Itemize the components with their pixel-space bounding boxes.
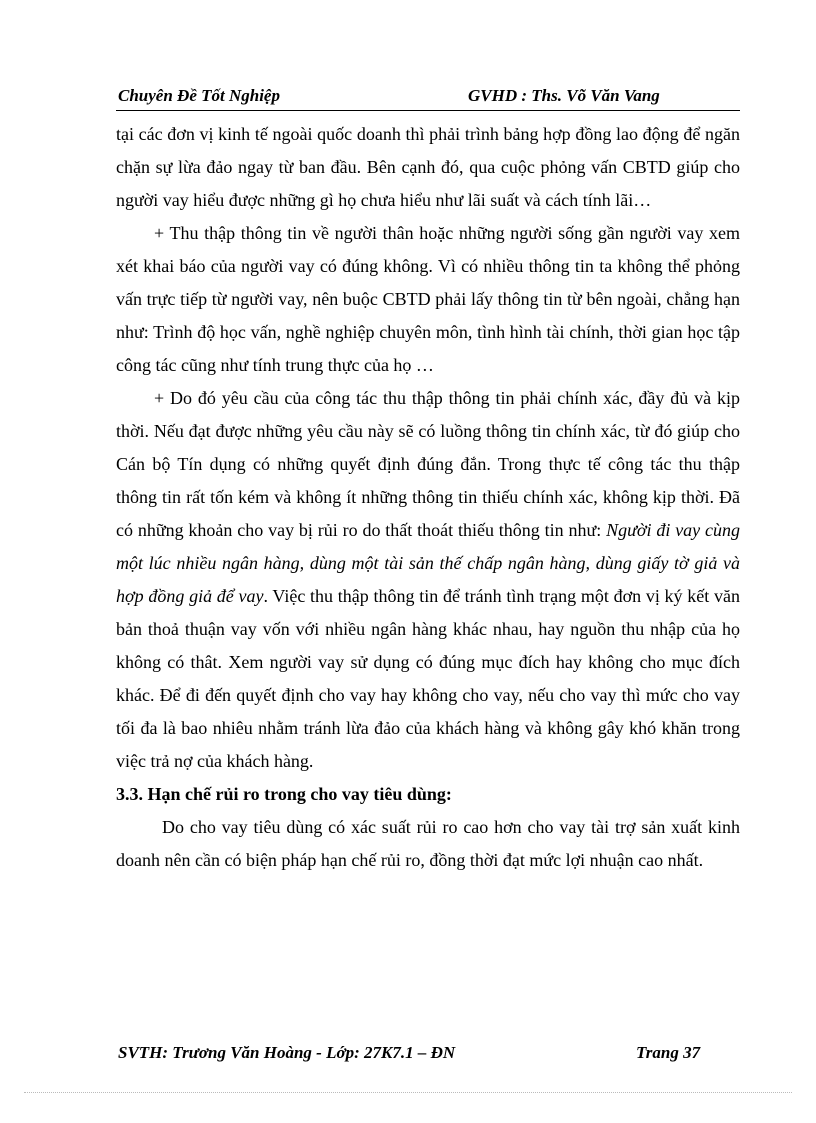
footer-page-number: Trang 37 [636,1043,701,1062]
paragraph-1: tại các đơn vị kinh tế ngoài quốc doanh thì phải trình bảng hợp đồng lao động để ngăn chặn sự lừa đảo ngay từ ban đầu. Bên cạnh đó, qua cuộc phỏng vấn CBTD giúp cho người vay hiểu được những gì họ chưa hiểu như lãi suất và cách tính lãi… [116,124,740,210]
page-header [116,86,740,111]
bottom-dotted-divider [24,1092,792,1093]
footer-author: SVTH: Trương Văn Hoàng - Lớp: 27K7.1 – ĐN [118,1043,456,1062]
section-heading: 3.3. Hạn chế rủi ro trong cho vay tiêu dùng: [116,784,452,804]
paragraph-3-italic: Người đi vay cùng một lúc nhiều ngân hàng, dùng một tài sản thế chấp ngân hàng, dùng giấy tờ giả và hợp đồng giả để vay [116,520,741,606]
paragraph-3 [116,382,740,778]
paragraph-2: + Thu thập thông tin về người thân hoặc những người sống gần người vay xem xét khai báo của người vay có đúng không. Vì có nhiều thông tin ta không thể phỏng vấn trực tiếp từ người vay, nên buộc CBTD phải lấy thông tin từ bên ngoài, chẳng hạn như: Trình độ học vấn, nghề nghiệp chuyên môn, tình hình tài chính, thời gian học tập công tác cũng như tính trung thực của họ … [116,223,740,375]
paragraph-3-start: + Do đó yêu cầu của công tác thu thập thông tin phải chính xác, đầy đủ và kịp thời. Nếu đạt được những yêu cầu này sẽ có luồng thông tin chính xác, từ đó giúp cho Cán bộ Tín dụng có những quyết định đúng đắn. Trong thực tế công tác thu thập thông tin rất tốn kém và không ít những thông tin thiếu chính xác, không kịp thời. Đã có những khoản cho vay bị rủi ro do thất thoát thiếu thông tin như: [116,388,740,540]
header-advisor: GVHD : Ths. Võ Văn Vang [468,86,660,105]
header-title: Chuyên Đề Tốt Nghiệp [118,86,280,105]
page-body [116,118,740,877]
paragraph-4: Do cho vay tiêu dùng có xác suất rủi ro cao hơn cho vay tài trợ sản xuất kinh doanh nên cần có biện pháp hạn chế rủi ro, đồng thời đạt mức lợi nhuận cao nhất. [116,817,740,870]
paragraph-3-end: . Việc thu thập thông tin để tránh tình trạng một đơn vị ký kết văn bản thoả thuận vay vốn với nhiều ngân hàng khác nhau, hay nguồn thu nhập của họ không có thât. Xem người vay sử dụng có đúng mục đích hay không cho mục đích khác. Để đi đến quyết định cho vay hay không cho vay, nếu cho vay thì mức cho vay tối đa là bao nhiêu nhằm tránh lừa đảo của khách hàng và không gây khó khăn trong việc trả nợ của khách hàng. [116,586,740,771]
page-footer [116,1043,716,1067]
